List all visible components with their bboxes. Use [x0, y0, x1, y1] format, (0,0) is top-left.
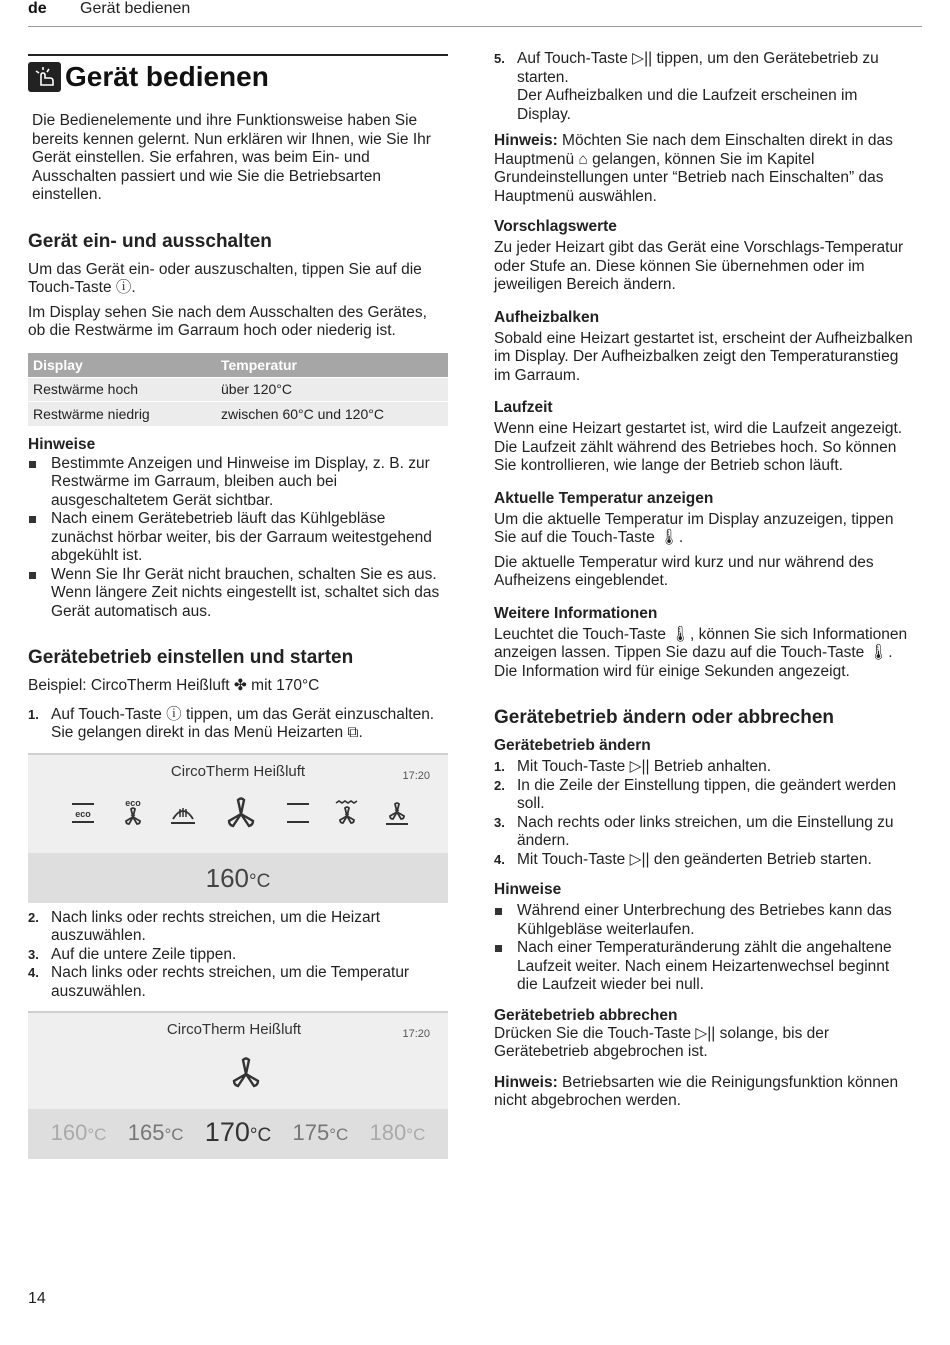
selected-temperature: 160: [205, 862, 250, 893]
step-text: Mit Touch-Taste ▷|| den geänderten Betrieb starten.: [517, 850, 872, 868]
onoff-paragraph-2: Im Display sehen Sie nach dem Ausschalten des Gerätes, ob die Restwärme im Garraum hoch oder niederig ist.: [28, 303, 427, 339]
display-panel-temperature: [28, 1011, 448, 1159]
list-item: [494, 851, 914, 870]
section-heading-onoff: Gerät ein- und ausschalten: [28, 230, 272, 252]
heating-mode-icons: [70, 795, 410, 831]
step-number: 1.: [494, 759, 505, 774]
onoff-paragraph-1: Um das Gerät ein- oder auszuschalten, tippen Sie auf die Touch-Taste ⓘ.: [28, 260, 422, 296]
intro-text: Die Bedienelemente und ihre Funktionsweise haben Sie bereits kennen gelernt. Nun erklären wir Ihnen, wie Sie Ihr Gerät einstellen. Sie erfahren, was beim Ein- und Ausschalten passiert und wie Sie die Betriebsarten einstellen.: [32, 112, 431, 203]
step-text: Nach links oder rechts streichen, um die Heizart auszuwählen.: [51, 908, 381, 944]
list-item: [494, 758, 914, 777]
step-text: Nach rechts oder links streichen, um die Einstellung zu ändern.: [517, 813, 894, 849]
list-item: Bestimmte Anzeigen und Hinweise im Display, z. B. zur Restwärme im Garraum, bleiben auch bei ausgeschaltetem Gerät sichtbar.: [28, 455, 448, 511]
eco-heat-icon: [70, 800, 96, 826]
list-item: Wenn Sie Ihr Gerät nicht brauchen, schalten Sie es aus. Wenn längere Zeit nichts eingestellt ist, schaltet sich das Gerät automatisch aus.: [28, 566, 448, 622]
subheading-vorschlagswerte: Vorschlagswerte: [494, 218, 617, 235]
table-row: [28, 378, 448, 402]
laufzeit-text: Wenn eine Heizart gestartet ist, wird die Laufzeit angezeigt. Die Laufzeit zählt während des Betriebes hoch. So können Sie kontrollieren, wie lange der Betrieb schon läuft.: [494, 420, 903, 474]
svg-text:eco: eco: [124, 797, 141, 808]
step-text: Mit Touch-Taste ▷|| Betrieb anhalten.: [517, 758, 772, 775]
section-heading-start: Gerätebetrieb einstellen und starten: [28, 647, 354, 668]
subheading-weitere-informationen: Weitere Informationen: [494, 604, 658, 622]
weitere-informationen-text: Leuchtet die Touch-Taste 🌡, können Sie sich Informationen anzeigen lassen. Tippen Sie dazu auf die Touch-Taste 🌡. Die Information wird für einige Sekunden angezeigt.: [494, 625, 908, 680]
step-number: 3.: [28, 946, 39, 962]
right-column: [494, 50, 914, 1117]
page-number: 14: [28, 1290, 46, 1307]
display-clock: 17:20: [402, 769, 430, 782]
display-temperature-row[interactable]: [28, 853, 448, 903]
aktuelle-temperatur-text-1: Um die aktuelle Temperatur im Display anzuzeigen, tippen Sie auf die Touch-Taste 🌡.: [494, 510, 894, 546]
steps-list-start-2: [494, 50, 914, 124]
step-number: 3.: [494, 814, 505, 830]
notes-list: [494, 902, 914, 995]
aktuelle-temperatur-text-2: Die aktuelle Temperatur wird kurz und nur während des Aufheizens eingeblendet.: [494, 553, 874, 589]
list-item: Nach einem Gerätebetrieb läuft das Kühlgebläse zunächst hörbar weiter, bis der Garraum weitestgehend abgekühlt ist.: [28, 510, 448, 566]
table-row: [28, 402, 448, 426]
steps-list-change: [494, 758, 914, 869]
subheading-aufheizbalken: Aufheizbalken: [494, 308, 600, 326]
notes-heading: Hinweise: [494, 881, 562, 898]
grill-fan-icon: [334, 799, 360, 827]
temperature-option[interactable]: 180°C: [369, 1119, 426, 1145]
table-cell: über 120°C: [216, 378, 448, 402]
temperature-option[interactable]: 175°C: [292, 1119, 349, 1145]
step-result-text: Sie gelangen direkt in das Menü Heizarten ⧉.: [51, 724, 363, 741]
section-heading-change: Gerätebetrieb ändern oder abbrechen: [494, 707, 834, 728]
circotherm-fan-icon: [226, 1053, 266, 1093]
temperature-option[interactable]: 165°C: [127, 1119, 184, 1145]
hint-label: Hinweis:: [494, 132, 558, 149]
subheading-betrieb-abbrechen: Gerätebetrieb abbrechen: [494, 1006, 678, 1024]
step-text: Auf Touch-Taste ⓘ tippen, um das Gerät einzuschalten.: [51, 705, 435, 723]
fan-bottom-heat-icon: [384, 799, 410, 827]
steps-list-mid: [28, 909, 448, 1002]
temperature-unit: °C: [249, 870, 271, 892]
step-number: 2.: [494, 777, 505, 793]
aufheizbalken-text: Sobald eine Heizart gestartet ist, erscheint der Aufheizbalken im Display. Der Aufheizbalken zeigt den Temperaturanstieg im Garraum.: [494, 329, 913, 384]
list-item: [28, 909, 448, 946]
residual-heat-table: [28, 353, 448, 426]
hint-text: Betriebsarten wie die Reinigungsfunktion können nicht abgebrochen werden.: [494, 1073, 899, 1109]
step-text: Auf Touch-Taste ▷|| tippen, um den Gerätebetrieb zu starten.: [517, 50, 879, 86]
step-number: 5.: [494, 51, 505, 66]
temperature-selector[interactable]: [28, 1109, 448, 1159]
display-mode-title: CircoTherm Heißluft: [170, 762, 306, 780]
table-cell: zwischen 60°C und 120°C: [216, 402, 448, 426]
header-divider: [28, 26, 922, 27]
page-title: Gerät bedienen: [65, 61, 269, 92]
header-section-title: Gerät bedienen: [80, 0, 191, 17]
subheading-betrieb-aendern: Gerätebetrieb ändern: [494, 737, 651, 754]
steps-list-start: [28, 706, 448, 743]
display-mode-title: CircoTherm Heißluft: [166, 1021, 302, 1038]
subheading-laufzeit: Laufzeit: [494, 399, 553, 416]
temperature-option[interactable]: 160°C: [50, 1119, 107, 1145]
circotherm-fan-icon: [221, 793, 261, 833]
example-text: Beispiel: CircoTherm Heißluft ✤ mit 170°C: [28, 677, 320, 694]
chapter-heading: [28, 54, 448, 94]
temperature-option-selected[interactable]: 170°C: [204, 1116, 272, 1147]
table-header-cell: Display: [28, 353, 216, 378]
list-item: Nach einer Temperaturänderung zählt die angehaltene Laufzeit weiter. Nach einem Heizartenwechsel beginnt die Laufzeit wieder bei null.: [494, 939, 914, 995]
language-code: de: [28, 0, 47, 17]
list-item: [494, 777, 914, 814]
hint-paragraph: [494, 132, 914, 206]
step-text: Nach links oder rechts streichen, um die Temperatur auszuwählen.: [51, 964, 410, 1000]
list-item: [28, 946, 448, 965]
vorschlagswerte-text: Zu jeder Heizart gibt das Gerät eine Vorschlags-Temperatur oder Stufe an. Diese können Sie übernehmen oder im jeweiligen Bereich ändern.: [494, 239, 904, 293]
hint-text: Möchten Sie nach dem Einschalten direkt in das Hauptmenü ⌂ gelangen, können Sie im Kapitel Grundeinstellungen unter “Betrieb nach Einschalten” das Hauptmenü auswählen.: [494, 132, 893, 205]
list-item: [28, 964, 448, 1001]
top-bottom-heat-icon: [285, 800, 311, 826]
left-column: [28, 54, 448, 1159]
step-number: 1.: [28, 706, 39, 722]
step-number: 4.: [494, 851, 505, 867]
step-number: 4.: [28, 965, 39, 980]
step-number: 2.: [28, 909, 39, 925]
eco-fan-icon: [120, 798, 146, 828]
display-panel-heating-modes: [28, 753, 448, 903]
table-header-row: [28, 353, 448, 378]
hint-label: Hinweis:: [494, 1073, 558, 1091]
list-item: [494, 814, 914, 851]
abbrechen-text: Drücken Sie die Touch-Taste ▷|| solange, bis der Gerätebetrieb abgebrochen ist.: [494, 1024, 830, 1060]
table-cell: Restwärme niedrig: [28, 402, 216, 426]
step-result-text: Der Aufheizbalken und die Laufzeit erscheinen im Display.: [517, 87, 858, 123]
hand-touch-icon: [28, 62, 61, 92]
hint-paragraph: [494, 1074, 914, 1111]
list-item: Während einer Unterbrechung des Betriebes kann das Kühlgebläse weiterlaufen.: [494, 902, 914, 939]
notes-list: [28, 455, 448, 622]
list-item: [28, 706, 448, 743]
svg-text:eco: eco: [75, 808, 91, 819]
notes-heading: Hinweise: [28, 435, 96, 453]
table-header-cell: Temperatur: [216, 353, 448, 378]
step-text: Auf die untere Zeile tippen.: [51, 945, 237, 963]
display-clock: 17:20: [402, 1028, 430, 1040]
subheading-aktuelle-temperatur: Aktuelle Temperatur anzeigen: [494, 489, 714, 507]
list-item: [494, 50, 914, 124]
pizza-setting-icon: [169, 799, 197, 827]
step-text: In die Zeile der Einstellung tippen, die geändert werden soll.: [517, 776, 897, 812]
table-cell: Restwärme hoch: [28, 378, 216, 402]
